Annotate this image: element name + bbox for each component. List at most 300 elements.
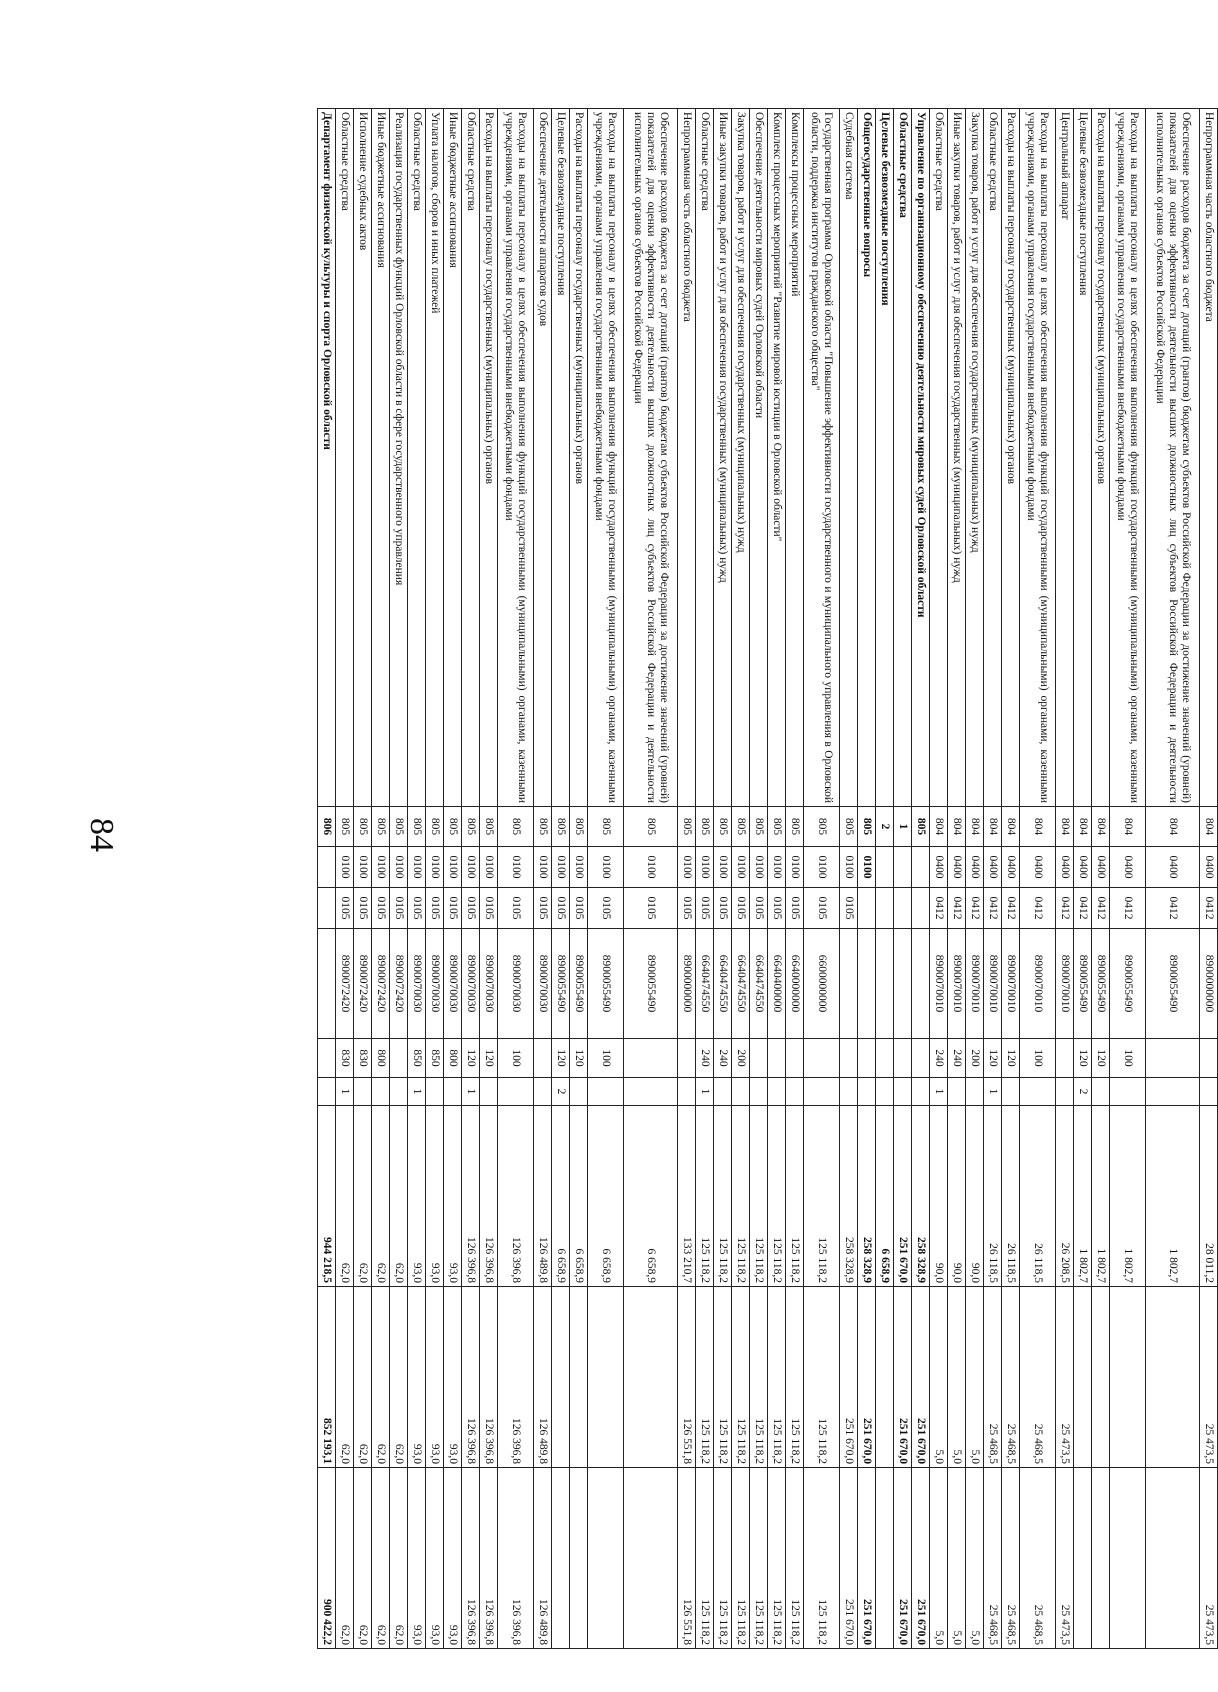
item-name: Обеспечение деятельности аппаратов судов: [534, 109, 552, 807]
amount-year-2: 125 118,2: [714, 1287, 732, 1468]
subsection-code: [858, 888, 876, 929]
amount-year-2: 5,0: [966, 1287, 984, 1468]
funding-mark: 1: [408, 1078, 426, 1106]
table-row: [624, 109, 678, 1649]
subsection-code: [912, 888, 930, 929]
amount-year-1: 6 658,9: [876, 1106, 894, 1287]
item-name: Закупка товаров, работ и услуг для обеспечения государственных (муниципальных) нужд: [732, 109, 750, 807]
amount-year-1: 62,0: [372, 1106, 390, 1287]
ved-code: 804: [1074, 807, 1092, 847]
subsection-code: [318, 888, 336, 929]
item-name: Расходы на выплаты персоналу государственных (муниципальных) органов: [570, 109, 588, 807]
section-code: 0100: [624, 847, 678, 888]
expense-type-code: 120: [570, 1039, 588, 1078]
table-row: [876, 109, 894, 1649]
table-row: [336, 109, 354, 1649]
amount-year-3: 126 396,8: [498, 1468, 534, 1649]
amount-year-2: [624, 1287, 678, 1468]
section-code: 0400: [948, 847, 966, 888]
ved-code: 805: [840, 807, 858, 847]
subsection-code: 0412: [1074, 888, 1092, 929]
amount-year-1: 6 658,9: [570, 1106, 588, 1287]
amount-year-1: 126 396,8: [480, 1106, 498, 1287]
target-article-code: 8900070010: [948, 929, 966, 1039]
ved-code: 1: [894, 807, 912, 847]
subsection-code: 0412: [1002, 888, 1020, 929]
table-row: [696, 109, 714, 1649]
amount-year-3: 25 468,5: [1020, 1468, 1056, 1649]
target-article-code: 8900000000: [678, 929, 696, 1039]
target-article-code: 6640400000: [768, 929, 786, 1039]
amount-year-1: 62,0: [354, 1106, 372, 1287]
ved-code: 805: [912, 807, 930, 847]
funding-mark: [1200, 1078, 1218, 1106]
amount-year-2: 25 468,5: [1002, 1287, 1020, 1468]
item-name: Общегосударственные вопросы: [858, 109, 876, 807]
amount-year-3: 125 118,2: [750, 1468, 768, 1649]
ved-code: 804: [966, 807, 984, 847]
amount-year-1: 28 011,2: [1200, 1106, 1218, 1287]
subsection-code: 0105: [786, 888, 804, 929]
amount-year-3: 5,0: [966, 1468, 984, 1649]
section-code: 0100: [408, 847, 426, 888]
amount-year-1: 90,0: [930, 1106, 948, 1287]
item-name: Целевые безвозмездные поступления: [876, 109, 894, 807]
ved-code: 804: [1020, 807, 1056, 847]
funding-mark: [750, 1078, 768, 1106]
item-name: Целевые безвозмездные поступления: [1074, 109, 1092, 807]
table-row: [966, 109, 984, 1649]
amount-year-3: [588, 1468, 624, 1649]
funding-mark: [678, 1078, 696, 1106]
subsection-code: [876, 888, 894, 929]
amount-year-1: 90,0: [966, 1106, 984, 1287]
ved-code: 805: [624, 807, 678, 847]
amount-year-3: 5,0: [930, 1468, 948, 1649]
amount-year-1: 62,0: [336, 1106, 354, 1287]
amount-year-1: 1 802,7: [1146, 1106, 1200, 1287]
expense-type-code: 100: [1110, 1039, 1146, 1078]
amount-year-1: 26 208,5: [1056, 1106, 1074, 1287]
target-article-code: [840, 929, 858, 1039]
section-code: 0400: [1110, 847, 1146, 888]
target-article-code: 8900072420: [372, 929, 390, 1039]
ved-code: 805: [408, 807, 426, 847]
target-article-code: [876, 929, 894, 1039]
subsection-code: 0105: [534, 888, 552, 929]
amount-year-3: 125 118,2: [714, 1468, 732, 1649]
subsection-code: 0412: [948, 888, 966, 929]
funding-mark: [768, 1078, 786, 1106]
target-article-code: 6640474550: [750, 929, 768, 1039]
section-code: 0100: [480, 847, 498, 888]
ved-code: 804: [1110, 807, 1146, 847]
section-code: 0400: [1020, 847, 1056, 888]
ved-code: 805: [804, 807, 840, 847]
amount-year-1: 126 396,8: [462, 1106, 480, 1287]
table-row: [678, 109, 696, 1649]
amount-year-1: 6 658,9: [552, 1106, 570, 1287]
ved-code: 806: [318, 807, 336, 847]
table-row: [930, 109, 948, 1649]
funding-mark: 1: [336, 1078, 354, 1106]
target-article-code: 8900055490: [1074, 929, 1092, 1039]
expense-type-code: [894, 1039, 912, 1078]
expense-type-code: 240: [930, 1039, 948, 1078]
section-code: 0100: [552, 847, 570, 888]
ved-code: 805: [786, 807, 804, 847]
subsection-code: 0105: [426, 888, 444, 929]
table-row: [570, 109, 588, 1649]
subsection-code: 0105: [678, 888, 696, 929]
table-row: [1092, 109, 1110, 1649]
item-name: Реализация государственных функций Орловской области в сфере государственного управления: [390, 109, 408, 807]
item-name: Комплексы процессных мероприятий: [786, 109, 804, 807]
ved-code: 805: [462, 807, 480, 847]
amount-year-2: 126 396,8: [498, 1287, 534, 1468]
subsection-code: 0412: [1020, 888, 1056, 929]
section-code: 0100: [534, 847, 552, 888]
subsection-code: 0105: [768, 888, 786, 929]
amount-year-1: 125 118,2: [768, 1106, 786, 1287]
table-row: [498, 109, 534, 1649]
amount-year-3: 125 118,2: [786, 1468, 804, 1649]
ved-code: 805: [498, 807, 534, 847]
item-name: Непрограммная часть областного бюджета: [1200, 109, 1218, 807]
target-article-code: 8900055490: [552, 929, 570, 1039]
amount-year-3: 62,0: [336, 1468, 354, 1649]
section-code: 0100: [858, 847, 876, 888]
funding-mark: [354, 1078, 372, 1106]
ved-code: 804: [1092, 807, 1110, 847]
table-row: [714, 109, 732, 1649]
funding-mark: [804, 1078, 840, 1106]
section-code: 0400: [930, 847, 948, 888]
subsection-code: 0412: [1056, 888, 1074, 929]
section-code: 0100: [696, 847, 714, 888]
ved-code: 805: [426, 807, 444, 847]
subsection-code: 0412: [984, 888, 1002, 929]
amount-year-1: 125 118,2: [750, 1106, 768, 1287]
funding-mark: [588, 1078, 624, 1106]
amount-year-3: 125 118,2: [804, 1468, 840, 1649]
funding-mark: [1002, 1078, 1020, 1106]
item-name: Комплекс процессных мероприятий "Развитие мировой юстиции в Орловской области": [768, 109, 786, 807]
table-row: [804, 109, 840, 1649]
funding-mark: [840, 1078, 858, 1106]
section-code: 0100: [840, 847, 858, 888]
section-code: 0100: [444, 847, 462, 888]
amount-year-2: 5,0: [948, 1287, 966, 1468]
target-article-code: 8900070010: [930, 929, 948, 1039]
amount-year-2: [1110, 1287, 1146, 1468]
subsection-code: 0105: [804, 888, 840, 929]
amount-year-3: [1074, 1468, 1092, 1649]
funding-mark: [426, 1078, 444, 1106]
table-row: [948, 109, 966, 1649]
funding-mark: 2: [552, 1078, 570, 1106]
funding-mark: [894, 1078, 912, 1106]
section-code: 0100: [786, 847, 804, 888]
subsection-code: 0105: [390, 888, 408, 929]
subsection-code: 0105: [462, 888, 480, 929]
table-row: [732, 109, 750, 1649]
section-code: 0400: [1200, 847, 1218, 888]
amount-year-2: 125 118,2: [804, 1287, 840, 1468]
subsection-code: 0105: [750, 888, 768, 929]
section-code: 0100: [426, 847, 444, 888]
expense-type-code: [318, 1039, 336, 1078]
expense-type-code: [750, 1039, 768, 1078]
amount-year-3: 25 473,5: [1056, 1468, 1074, 1649]
ved-code: 805: [534, 807, 552, 847]
expense-type-code: [624, 1039, 678, 1078]
table-row: [1056, 109, 1074, 1649]
amount-year-1: 125 118,2: [804, 1106, 840, 1287]
amount-year-3: 93,0: [426, 1468, 444, 1649]
amount-year-2: [570, 1287, 588, 1468]
table-row: [1020, 109, 1056, 1649]
target-article-code: 6640474550: [732, 929, 750, 1039]
amount-year-2: [1146, 1287, 1200, 1468]
amount-year-2: 251 670,0: [912, 1287, 930, 1468]
expense-type-code: [786, 1039, 804, 1078]
section-code: 0400: [984, 847, 1002, 888]
amount-year-2: [552, 1287, 570, 1468]
table-row: [390, 109, 408, 1649]
funding-mark: 1: [930, 1078, 948, 1106]
amount-year-2: [588, 1287, 624, 1468]
section-code: 0100: [714, 847, 732, 888]
funding-mark: [714, 1078, 732, 1106]
item-name: Областные средства: [930, 109, 948, 807]
amount-year-2: 251 670,0: [840, 1287, 858, 1468]
subsection-code: 0412: [966, 888, 984, 929]
amount-year-2: 126 551,8: [678, 1287, 696, 1468]
target-article-code: 8900070030: [534, 929, 552, 1039]
subsection-code: 0412: [1146, 888, 1200, 929]
item-name: Судебная система: [840, 109, 858, 807]
item-name: Областные средства: [408, 109, 426, 807]
funding-mark: [390, 1078, 408, 1106]
target-article-code: 8900072420: [336, 929, 354, 1039]
amount-year-1: 1 802,7: [1110, 1106, 1146, 1287]
expense-type-code: 100: [588, 1039, 624, 1078]
amount-year-2: 126 396,8: [480, 1287, 498, 1468]
amount-year-2: 126 396,8: [462, 1287, 480, 1468]
target-article-code: 8900055490: [624, 929, 678, 1039]
expense-type-code: 120: [984, 1039, 1002, 1078]
table-row: [768, 109, 786, 1649]
item-name: Обеспечение расходов бюджета за счет дотаций (грантов) бюджетам субъектов Российской Федерации за достижение значений (уровней) показателей для оценки эффективности деятельности высших должностных лиц субъектов Российской Федерации и деятельности исполнительных органов субъектов Российской Федерации: [624, 109, 678, 807]
funding-mark: [1092, 1078, 1110, 1106]
ved-code: 805: [570, 807, 588, 847]
budget-table: [317, 108, 1218, 1649]
table-row: [480, 109, 498, 1649]
ved-code: 805: [336, 807, 354, 847]
amount-year-1: 944 218,5: [318, 1106, 336, 1287]
target-article-code: 8900070030: [444, 929, 462, 1039]
amount-year-3: [552, 1468, 570, 1649]
amount-year-3: 251 670,0: [894, 1468, 912, 1649]
funding-mark: [966, 1078, 984, 1106]
amount-year-1: 90,0: [948, 1106, 966, 1287]
table-row: [1002, 109, 1020, 1649]
table-row: [912, 109, 930, 1649]
section-code: 0100: [354, 847, 372, 888]
item-name: Непрограммная часть областного бюджета: [678, 109, 696, 807]
amount-year-3: [1146, 1468, 1200, 1649]
table-row: [840, 109, 858, 1649]
target-article-code: 6640474550: [696, 929, 714, 1039]
subsection-code: 0105: [444, 888, 462, 929]
amount-year-2: 251 670,0: [858, 1287, 876, 1468]
amount-year-1: 126 489,8: [534, 1106, 552, 1287]
item-name: Иные закупки товаров, работ и услуг для обеспечения государственных (муниципальных) нужд: [948, 109, 966, 807]
subsection-code: 0105: [840, 888, 858, 929]
section-code: 0100: [390, 847, 408, 888]
funding-mark: [480, 1078, 498, 1106]
amount-year-3: 251 670,0: [858, 1468, 876, 1649]
ved-code: 804: [984, 807, 1002, 847]
section-code: 0100: [498, 847, 534, 888]
amount-year-2: 62,0: [390, 1287, 408, 1468]
expense-type-code: [858, 1039, 876, 1078]
item-name: Уплата налогов, сборов и иных платежей: [426, 109, 444, 807]
funding-mark: [948, 1078, 966, 1106]
item-name: Расходы на выплаты персоналу государственных (муниципальных) органов: [480, 109, 498, 807]
section-code: 0100: [768, 847, 786, 888]
expense-type-code: 850: [426, 1039, 444, 1078]
expense-type-code: [1146, 1039, 1200, 1078]
amount-year-1: 93,0: [408, 1106, 426, 1287]
ved-code: 805: [714, 807, 732, 847]
ved-code: 805: [588, 807, 624, 847]
expense-type-code: 240: [714, 1039, 732, 1078]
amount-year-2: 251 670,0: [894, 1287, 912, 1468]
subsection-code: 0105: [354, 888, 372, 929]
expense-type-code: [912, 1039, 930, 1078]
page-number: 84: [83, 818, 120, 852]
item-name: Расходы на выплаты персоналу в целях обеспечения выполнения функций государственными (муниципальными) органами, казенными учреждениями, органами управления государственными внебюджетными фондами: [1110, 109, 1146, 807]
table-row: [588, 109, 624, 1649]
ved-code: 804: [1056, 807, 1074, 847]
expense-type-code: 800: [372, 1039, 390, 1078]
amount-year-2: 25 473,5: [1056, 1287, 1074, 1468]
expense-type-code: 120: [1002, 1039, 1020, 1078]
ved-code: 2: [876, 807, 894, 847]
amount-year-2: 25 473,5: [1200, 1287, 1218, 1468]
section-code: 0100: [750, 847, 768, 888]
expense-type-code: 830: [336, 1039, 354, 1078]
item-name: Областные средства: [894, 109, 912, 807]
ved-code: 805: [750, 807, 768, 847]
subsection-code: [894, 888, 912, 929]
target-article-code: 8900055490: [1110, 929, 1146, 1039]
amount-year-1: 62,0: [390, 1106, 408, 1287]
section-code: [876, 847, 894, 888]
amount-year-2: 125 118,2: [786, 1287, 804, 1468]
funding-mark: 2: [1074, 1078, 1092, 1106]
item-name: Целевые безвозмездные поступления: [552, 109, 570, 807]
table-row: [372, 109, 390, 1649]
amount-year-2: 93,0: [408, 1287, 426, 1468]
amount-year-1: 6 658,9: [588, 1106, 624, 1287]
funding-mark: [912, 1078, 930, 1106]
table-row: [444, 109, 462, 1649]
subsection-code: 0105: [480, 888, 498, 929]
amount-year-2: 852 193,1: [318, 1287, 336, 1468]
amount-year-2: 25 468,5: [1020, 1287, 1056, 1468]
funding-mark: 1: [984, 1078, 1002, 1106]
item-name: Областные средства: [336, 109, 354, 807]
amount-year-3: 25 473,5: [1200, 1468, 1218, 1649]
amount-year-3: [1092, 1468, 1110, 1649]
amount-year-2: [1092, 1287, 1110, 1468]
funding-mark: [570, 1078, 588, 1106]
ved-code: 804: [930, 807, 948, 847]
amount-year-3: 126 551,8: [678, 1468, 696, 1649]
amount-year-3: 5,0: [948, 1468, 966, 1649]
item-name: Расходы на выплаты персоналу в целях обеспечения выполнения функций государственными (муниципальными) органами, казенными учреждениями, органами управления государственными внебюджетными фондами: [588, 109, 624, 807]
subsection-code: 0105: [552, 888, 570, 929]
amount-year-3: [876, 1468, 894, 1649]
table-row: [786, 109, 804, 1649]
amount-year-3: 251 670,0: [912, 1468, 930, 1649]
ved-code: 805: [858, 807, 876, 847]
amount-year-2: 25 468,5: [984, 1287, 1002, 1468]
expense-type-code: [678, 1039, 696, 1078]
funding-mark: [786, 1078, 804, 1106]
amount-year-3: 126 396,8: [462, 1468, 480, 1649]
amount-year-3: 25 468,5: [1002, 1468, 1020, 1649]
amount-year-1: 258 328,9: [858, 1106, 876, 1287]
target-article-code: 8900070030: [462, 929, 480, 1039]
amount-year-3: 251 670,0: [840, 1468, 858, 1649]
amount-year-1: 258 328,9: [912, 1106, 930, 1287]
subsection-code: 0105: [372, 888, 390, 929]
item-name: Иные бюджетные ассигнования: [444, 109, 462, 807]
section-code: 0400: [1146, 847, 1200, 888]
funding-mark: [858, 1078, 876, 1106]
expense-type-code: 120: [1074, 1039, 1092, 1078]
amount-year-3: 125 118,2: [732, 1468, 750, 1649]
funding-mark: [372, 1078, 390, 1106]
item-name: Иные закупки товаров, работ и услуг для обеспечения государственных (муниципальных) нужд: [714, 109, 732, 807]
amount-year-2: 125 118,2: [696, 1287, 714, 1468]
amount-year-3: 93,0: [408, 1468, 426, 1649]
expense-type-code: 850: [408, 1039, 426, 1078]
amount-year-3: [624, 1468, 678, 1649]
amount-year-1: 1 802,7: [1092, 1106, 1110, 1287]
amount-year-2: 126 489,8: [534, 1287, 552, 1468]
table-row: [408, 109, 426, 1649]
funding-mark: [444, 1078, 462, 1106]
target-article-code: 8900070030: [498, 929, 534, 1039]
amount-year-1: 6 658,9: [624, 1106, 678, 1287]
item-name: Расходы на выплаты персоналу в целях обеспечения выполнения функций государственными (муниципальными) органами, казенными учреждениями, органами управления государственными внебюджетными фондами: [1020, 109, 1056, 807]
table-row: [1146, 109, 1200, 1649]
item-name: Департамент физической культуры и спорта Орловской области: [318, 109, 336, 807]
item-name: Исполнение судебных актов: [354, 109, 372, 807]
section-code: 0400: [1002, 847, 1020, 888]
amount-year-2: 125 118,2: [732, 1287, 750, 1468]
table-row: [858, 109, 876, 1649]
section-code: 0100: [570, 847, 588, 888]
section-code: 0400: [1056, 847, 1074, 888]
expense-type-code: 240: [696, 1039, 714, 1078]
subsection-code: 0412: [1200, 888, 1218, 929]
